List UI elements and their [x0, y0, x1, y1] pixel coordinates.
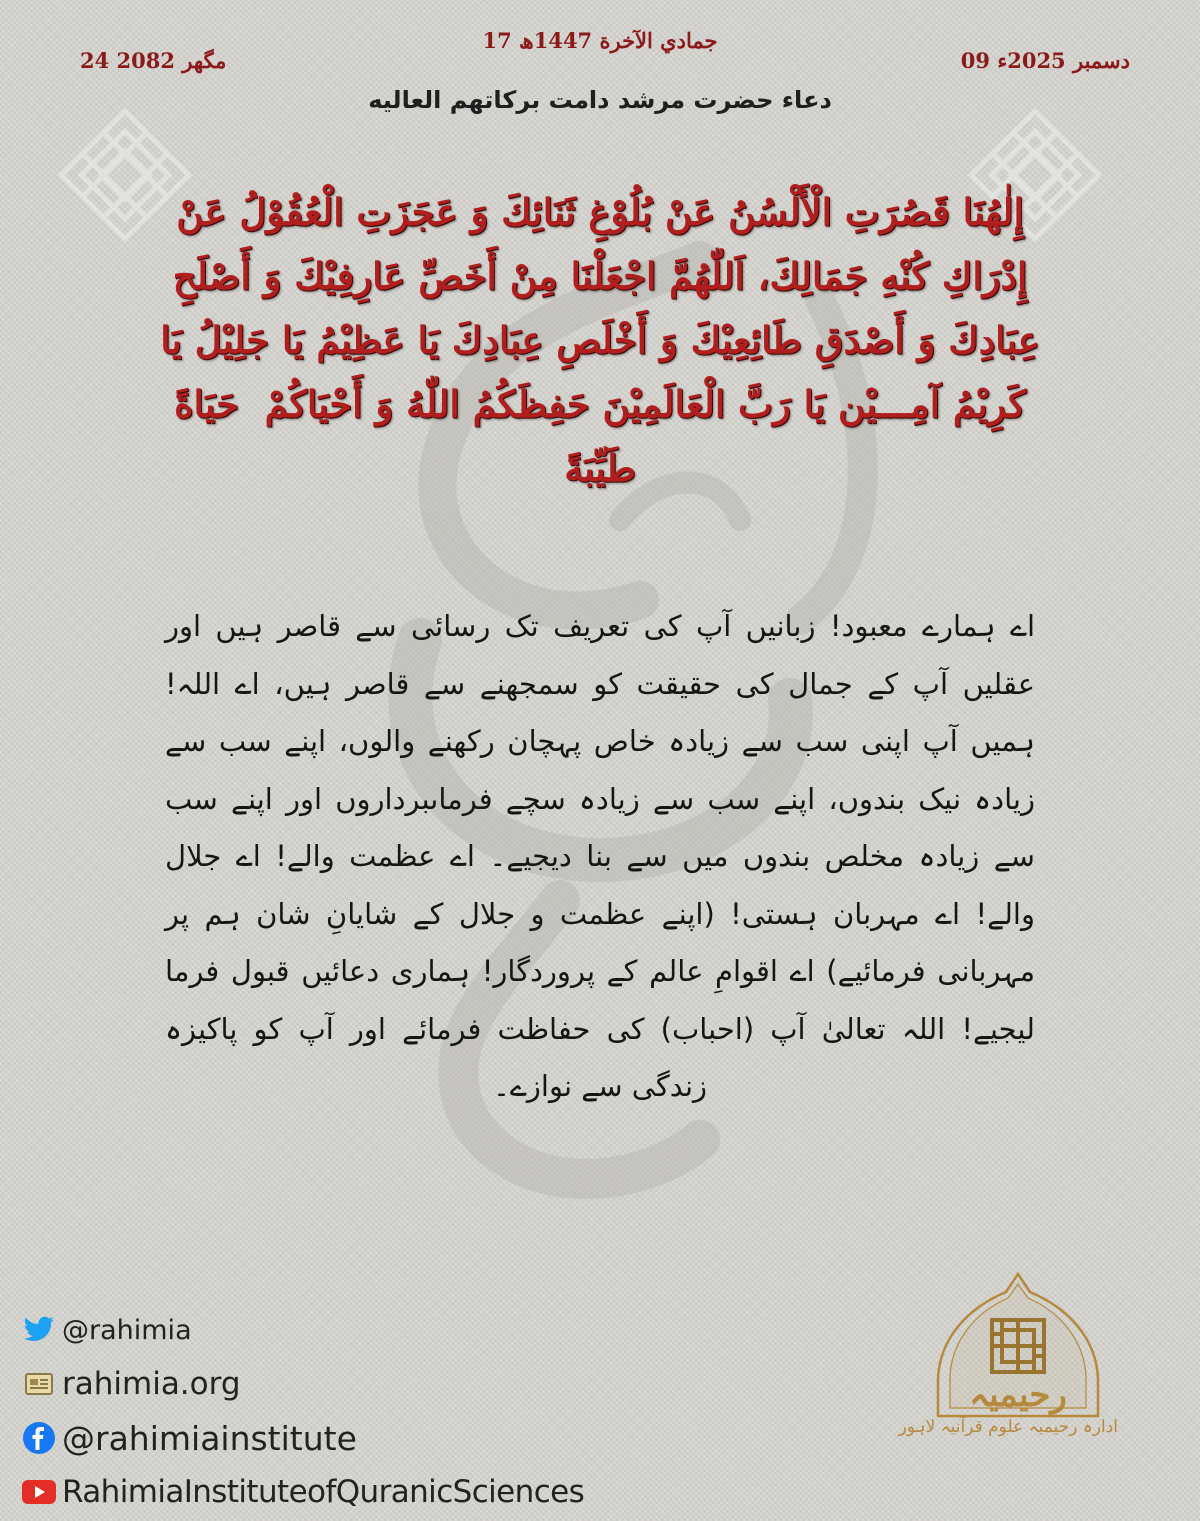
- facebook-icon: [22, 1421, 56, 1455]
- website-url: rahimia.org: [62, 1366, 241, 1402]
- bikrami-date: 24 مگھر 2082: [80, 48, 227, 73]
- rahimia-logo: [898, 1268, 1118, 1493]
- twitter-icon: [22, 1313, 56, 1347]
- arabic-dua-text: إِلٰهُنَا قَصُرَتِ الْأَلْسُنُ عَنْ بُلُوْغِ ثَنَائِكَ وَ عَجَزَتِ الْعُقُوْلُ عَنْ إِدْرَاكِ كُنْهِ جَمَالِكَ، اَللّٰهُمَّ اجْعَلْنَا مِنْ أَخَصِّ عَارِفِيْكَ وَ أَصْلَحِ عِبَادِكَ وَ أَصْدَقِ طَائِعِيْكَ وَ أَخْلَصِ عِبَادِكَ يَا عَظِيْمُ يَا جَلِيْلُ يَا كَرِيْمُ آمِـــيْن يَا رَبَّ الْعَالَمِيْنَ حَفِظَكُمُ اللّٰهُ وَ أَحْيَاكُمْ ‌ حَيَاةً طَيِّبَةً: [160, 190, 1040, 490]
- facebook-link[interactable]: [22, 1413, 722, 1463]
- logo-caption: ادارہ رحیمیہ علوم قرآنیہ لاہور: [898, 1417, 1118, 1437]
- web-icon: [22, 1367, 56, 1401]
- twitter-handle: @rahimia: [62, 1314, 192, 1346]
- gregorian-date: 09 دسمبر 2025ء: [960, 48, 1130, 73]
- facebook-handle: @rahimiainstitute: [62, 1418, 357, 1458]
- youtube-channel: RahimiaInstituteofQuranicSciences: [62, 1474, 585, 1510]
- hijri-date: 17 جمادي الآخرة 1447ھ: [482, 28, 718, 53]
- social-links: [22, 1305, 722, 1521]
- logo-wordmark: رحیمیہ: [969, 1375, 1067, 1415]
- twitter-link[interactable]: [22, 1305, 722, 1355]
- logo-emblem-icon: [898, 1268, 1118, 1493]
- urdu-translation-text: اے ہمارے معبود! زبانیں آپ کی تعریف تک رسائی سے قاصر ہیں اور عقلیں آپ کے جمال کی حقیقت کو سمجھنے سے قاصر ہیں، اے اللہ! ہمیں آپ اپنی سب سے زیادہ خاص پہچان رکھنے والوں، اپنے سب سے زیادہ نیک بندوں، اپنے سب سے زیادہ سچے فرماںبرداروں اور اپنے سب سے زیادہ مخلص بندوں میں سے بنا دیجیے۔ اے عظمت والے! اے جلال والے! اے مہربان ہستی! (اپنے عظمت و جلال کے شایانِ شان ہم پر مہربانی فرمائیے) اے اقوامِ عالم کے پروردگار! ہماری دعائیں قبول فرما لیجیے! اللہ تعالیٰ آپ (احباب) کی حفاظت فرمائے اور آپ کو پاکیزہ زندگی سے نوازے۔: [165, 609, 1035, 1103]
- page-subtitle: دعاء حضرت مرشد دامت برکاتهم العاليه: [368, 86, 832, 114]
- website-link[interactable]: [22, 1359, 722, 1409]
- youtube-icon: [22, 1475, 56, 1509]
- date-header: [0, 22, 1200, 82]
- youtube-link[interactable]: [22, 1467, 722, 1517]
